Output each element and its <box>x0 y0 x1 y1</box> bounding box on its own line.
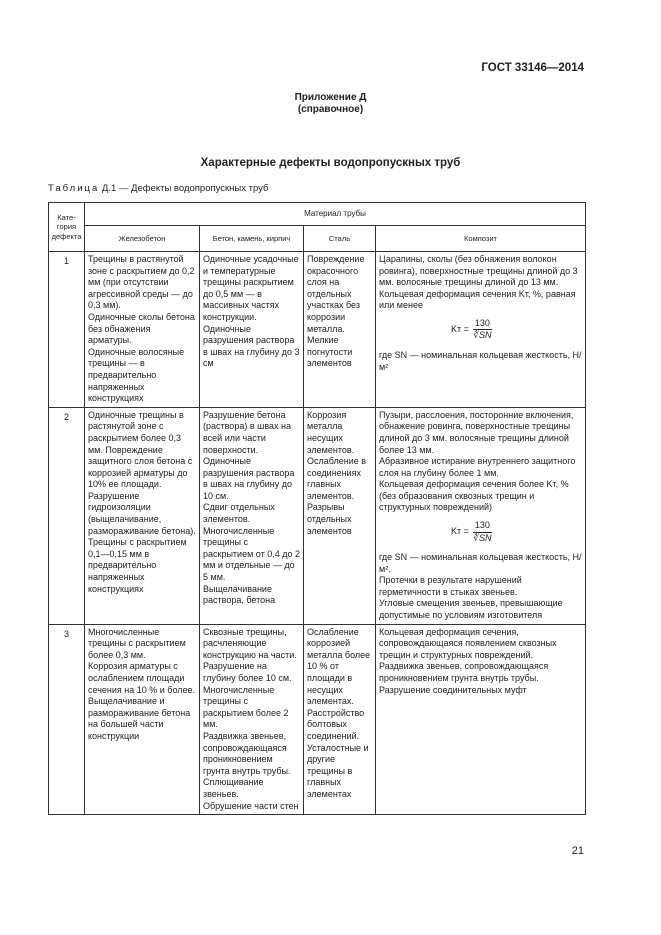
formula-fraction <box>473 318 492 342</box>
formula-lhs: Kт = <box>451 324 469 335</box>
cell-composite <box>376 624 586 815</box>
cell-paragraph: Выщелачивание и размораживание бетона на большей части конструкции <box>88 696 191 741</box>
cell-paragraph: Ослабление коррозией металла более 10 % от площади в несущих элементах. <box>307 626 371 707</box>
table-caption <box>48 183 268 194</box>
cell-paragraph: Ослабление в соединениях главных элементов. <box>307 456 367 501</box>
cell-paragraph: Одиночные разрушения раствора в швах на глубину до 3 см <box>203 323 300 369</box>
cell-paragraph: Сквозные трещины, расчленяющие конструкцию на части. <box>203 626 297 660</box>
cell-category: 2 <box>49 407 85 624</box>
cell-paragraph: Обрушение части стен <box>203 800 299 811</box>
section-title: Характерные дефекты водопропускных труб <box>200 157 461 169</box>
header-material: Материал трубы <box>85 203 586 226</box>
cell-paragraph: Многочисленные трещины с раскрытием более 2 мм. <box>203 684 289 730</box>
cell-paragraph: Одиночные разрушения раствора в швах на глубину до 10 см. <box>203 456 295 501</box>
formula-numerator: 130 <box>473 318 492 331</box>
formula <box>451 316 582 344</box>
cell-paragraph: Кольцевая деформация сечения более Kт, % (без образования сквозных трещин и структурных повреждений) <box>379 479 569 513</box>
formula-lhs: Kт = <box>451 526 469 537</box>
standard-number: ГОСТ 33146—2014 <box>481 62 584 74</box>
table-header-row <box>49 203 586 226</box>
table-caption-text: — Дефекты водопропускных труб <box>118 183 269 194</box>
table-caption-number: Д.1 <box>101 183 117 194</box>
header-category: Кате-гория дефекта <box>49 203 85 252</box>
formula-variable: $\overline{SN}$ <box>479 532 492 543</box>
cell-paragraph: где SN — номинальная кольцевая жесткость, Н/м². <box>379 552 582 574</box>
cell-paragraph: Многочисленные трещины с раскрытием более 0,3 мм. <box>88 626 186 660</box>
cell-paragraph: Усталостные и другие трещины в главных элементах <box>307 742 369 799</box>
page-number: 21 <box>571 845 584 857</box>
defects-table <box>48 202 586 815</box>
formula <box>451 518 582 546</box>
appendix-title: Приложение Д <box>294 92 367 103</box>
cell-stone <box>200 407 304 624</box>
table-row <box>49 252 586 408</box>
cell-concrete <box>85 407 200 624</box>
cell-paragraph: Одиночные сколы бетона без обнажения арматуры. <box>88 311 195 346</box>
appendix-heading <box>0 92 661 116</box>
cell-stone <box>200 252 304 408</box>
cell-paragraph: Раздвижка звеньев, сопровождающаяся проникновением грунта внутрь трубы. <box>203 730 291 776</box>
cell-paragraph: Трещины с раскрытием 0,1—0,15 мм в предварительно напряженных конструкциях <box>88 537 187 594</box>
cell-paragraph: Пузыри, расслоения, посторонние включения, обнажение ровинга, поверхностные трещины длиной до 3 мм. волосяные трещины длиной более 13 мм. <box>379 409 574 455</box>
formula-fraction <box>473 520 492 544</box>
cell-stone <box>200 624 304 815</box>
cell-paragraph: Повреждение окрасочного слоя на отдельных участках без коррозии металла. <box>307 254 365 334</box>
cell-concrete <box>85 252 200 408</box>
header-composite: Композит <box>376 225 586 252</box>
cell-paragraph: Царапины, сколы (без обнажения волокон ровинга), поверхностные трещины длиной до 3 мм. волосяные трещины длиной до 13 мм. <box>379 254 578 288</box>
appendix-subtitle: (справочное) <box>297 104 364 115</box>
formula-numerator: 130 <box>473 520 492 533</box>
cell-paragraph: Разрушение гидроизоляции (выщелачивание, размораживание бетона). <box>88 490 196 536</box>
cell-category: 3 <box>49 624 85 815</box>
cell-paragraph: Трещины в растянутой зоне с раскрытием до 0,2 мм (при отсутствии агрессивной среды — до 0,3 мм). <box>88 254 195 311</box>
cell-paragraph: Коррозия арматуры с ослаблением площади сечения на 10 % и более. <box>88 661 196 695</box>
table-row <box>49 407 586 624</box>
cell-paragraph: Мелкие погнутости элементов <box>307 335 353 369</box>
cell-paragraph: Разрушение бетона (раствора) в швах на всей или части поверхности. <box>203 409 291 455</box>
cell-composite <box>376 407 586 624</box>
cell-paragraph: Кольцевая деформация сечения Kт, %, равная или менее <box>379 288 576 311</box>
table-caption-prefix: Таблица <box>48 183 100 194</box>
formula-denominator <box>473 533 491 545</box>
cell-paragraph: Многочисленные трещины с раскрытием от 0,4 до 2 мм и отдельные — до 5 мм. <box>203 525 300 583</box>
cell-paragraph: Сплющивание звеньев. <box>203 777 264 799</box>
cube-root-icon: ∛ <box>473 330 480 341</box>
formula-denominator <box>473 330 491 342</box>
cell-concrete <box>85 624 200 815</box>
cell-paragraph: Раздвижка звеньев, сопровождающаяся проникновением грунта внутрь трубы. <box>379 661 549 683</box>
cell-steel <box>304 624 376 815</box>
cell-paragraph: Разрывы отдельных элементов <box>307 502 352 536</box>
cell-paragraph: Расстройство болтовых соединений. <box>307 707 365 741</box>
cell-paragraph: Разрушение на глубину более 10 см. <box>203 661 292 683</box>
cell-paragraph: Одиночные усадочные и температурные трещины раскрытием до 0,5 мм — в массивных частях конструкции. <box>203 254 299 322</box>
cell-paragraph: Угловые смещения звеньев, превышающие допустимые по условиям изготовителя <box>379 598 563 621</box>
cube-root-icon: ∛ <box>473 532 480 543</box>
header-concrete: Железобетон <box>85 225 200 252</box>
cell-paragraph: Кольцевая деформация сечения, сопровождающаяся появлением сквозных трещин и структурных повреждений. <box>379 626 557 660</box>
header-stone: Бетон, камень, кирпич <box>200 225 304 252</box>
formula-variable: $\overline{SN}$ <box>479 330 492 341</box>
cell-composite <box>376 252 586 408</box>
cell-paragraph: Разрушение соединительных муфт <box>379 684 527 695</box>
cell-paragraph: Одиночные волосяные трещины — в предварительно напряженных конструкциях <box>88 346 185 404</box>
cell-steel <box>304 252 376 408</box>
table-row <box>49 624 586 815</box>
cell-paragraph: Абразивное истирание внутреннего защитного слоя на глубину более 1 мм. <box>379 456 576 478</box>
cell-paragraph: Выщелачивание раствора, бетона <box>203 583 276 606</box>
cell-category: 1 <box>49 252 85 408</box>
cell-paragraph: Сдвиг отдельных элементов. <box>203 502 275 525</box>
cell-steel <box>304 407 376 624</box>
cell-paragraph: Коррозия металла несущих элементов. <box>307 409 355 455</box>
header-steel: Сталь <box>304 225 376 252</box>
table-subheader-row <box>49 225 586 252</box>
cell-paragraph: Протечки в результате нарушений герметичности в стыках звеньев. <box>379 575 522 597</box>
cell-paragraph: Одиночные трещины в растянутой зоне с раскрытием более 0,3 мм. Повреждение защитного слоя бетона с коррозией арматуры до 10% ее площади. <box>88 409 193 490</box>
cell-paragraph: где SN — номинальная кольцевая жесткость, Н/м² <box>379 349 582 372</box>
